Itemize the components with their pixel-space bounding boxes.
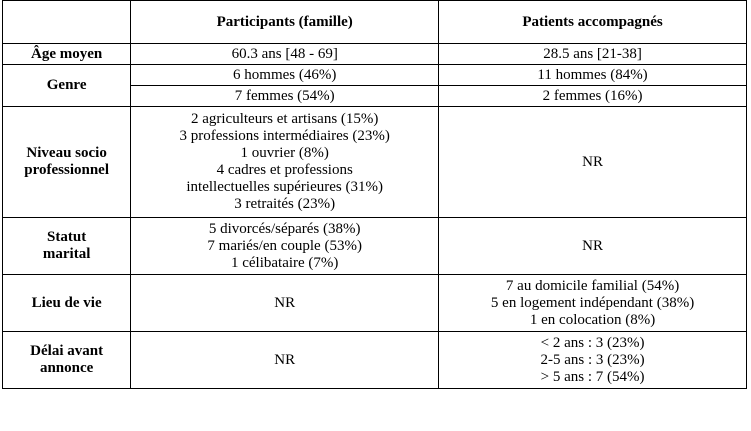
cell-statut-patients: NR [439, 218, 747, 275]
list-item: 2 agriculteurs et artisans (15%) [190, 111, 379, 127]
list-item: intellectuelles supérieures (31%) [186, 179, 383, 195]
header-row [3, 1, 747, 44]
row-label-statut-line: Statut [47, 229, 87, 245]
row-statut [3, 218, 747, 275]
list-item: 3 retraités (23%) [234, 196, 336, 212]
header-patients: Patients accompagnés [439, 1, 747, 44]
list-item: > 5 ans : 7 (54%) [540, 368, 645, 385]
list-item: 3 professions intermédiaires (23%) [179, 128, 390, 144]
list-item: 2-5 ans : 3 (23%) [540, 351, 645, 368]
list-item: 5 en logement indépendant (38%) [490, 294, 695, 311]
list-item: 1 ouvrier (8%) [240, 145, 329, 161]
list-item: 1 en colocation (8%) [529, 311, 656, 328]
list-item: 4 cadres et professions [216, 162, 353, 178]
cell-genre-patients-men: 11 hommes (84%) [439, 65, 747, 86]
cell-age-participants: 60.3 ans [48 - 69] [131, 44, 439, 65]
cell-niveau-participants [131, 107, 439, 218]
row-genre-1 [3, 65, 747, 86]
list-item: 5 divorcés/séparés (38%) [208, 220, 361, 237]
cell-lieu-patients [439, 275, 747, 332]
row-lieu [3, 275, 747, 332]
row-label-niveau [3, 107, 131, 218]
row-label-genre: Genre [3, 65, 131, 107]
cell-genre-patients-women: 2 femmes (16%) [439, 86, 747, 107]
cell-age-patients: 28.5 ans [21-38] [439, 44, 747, 65]
cell-delai-participants: NR [131, 332, 439, 389]
demographics-table [2, 0, 747, 389]
cell-delai-patients [439, 332, 747, 389]
cell-statut-participants [131, 218, 439, 275]
row-label-statut-line: marital [42, 246, 91, 262]
list-item: 7 mariés/en couple (53%) [207, 237, 362, 254]
row-label-statut [3, 218, 131, 275]
row-niveau [3, 107, 747, 218]
row-label-niveau-line: professionnel [24, 162, 109, 178]
row-label-lieu: Lieu de vie [3, 275, 131, 332]
cell-genre-participants-women: 7 femmes (54%) [131, 86, 439, 107]
header-participants: Participants (famille) [131, 1, 439, 44]
row-label-niveau-line: Niveau socio [26, 145, 107, 161]
row-age [3, 44, 747, 65]
row-label-age: Âge moyen [3, 44, 131, 65]
row-label-delai-line: Délai avant [30, 343, 104, 359]
row-delai [3, 332, 747, 389]
row-label-delai [3, 332, 131, 389]
list-item: 1 célibataire (7%) [230, 254, 339, 271]
cell-lieu-participants: NR [131, 275, 439, 332]
list-item: < 2 ans : 3 (23%) [540, 334, 645, 351]
header-empty-cell [3, 1, 131, 44]
cell-niveau-patients: NR [439, 107, 747, 218]
row-label-delai-line: annonce [39, 360, 94, 376]
cell-genre-participants-men: 6 hommes (46%) [131, 65, 439, 86]
list-item: 7 au domicile familial (54%) [505, 277, 680, 294]
